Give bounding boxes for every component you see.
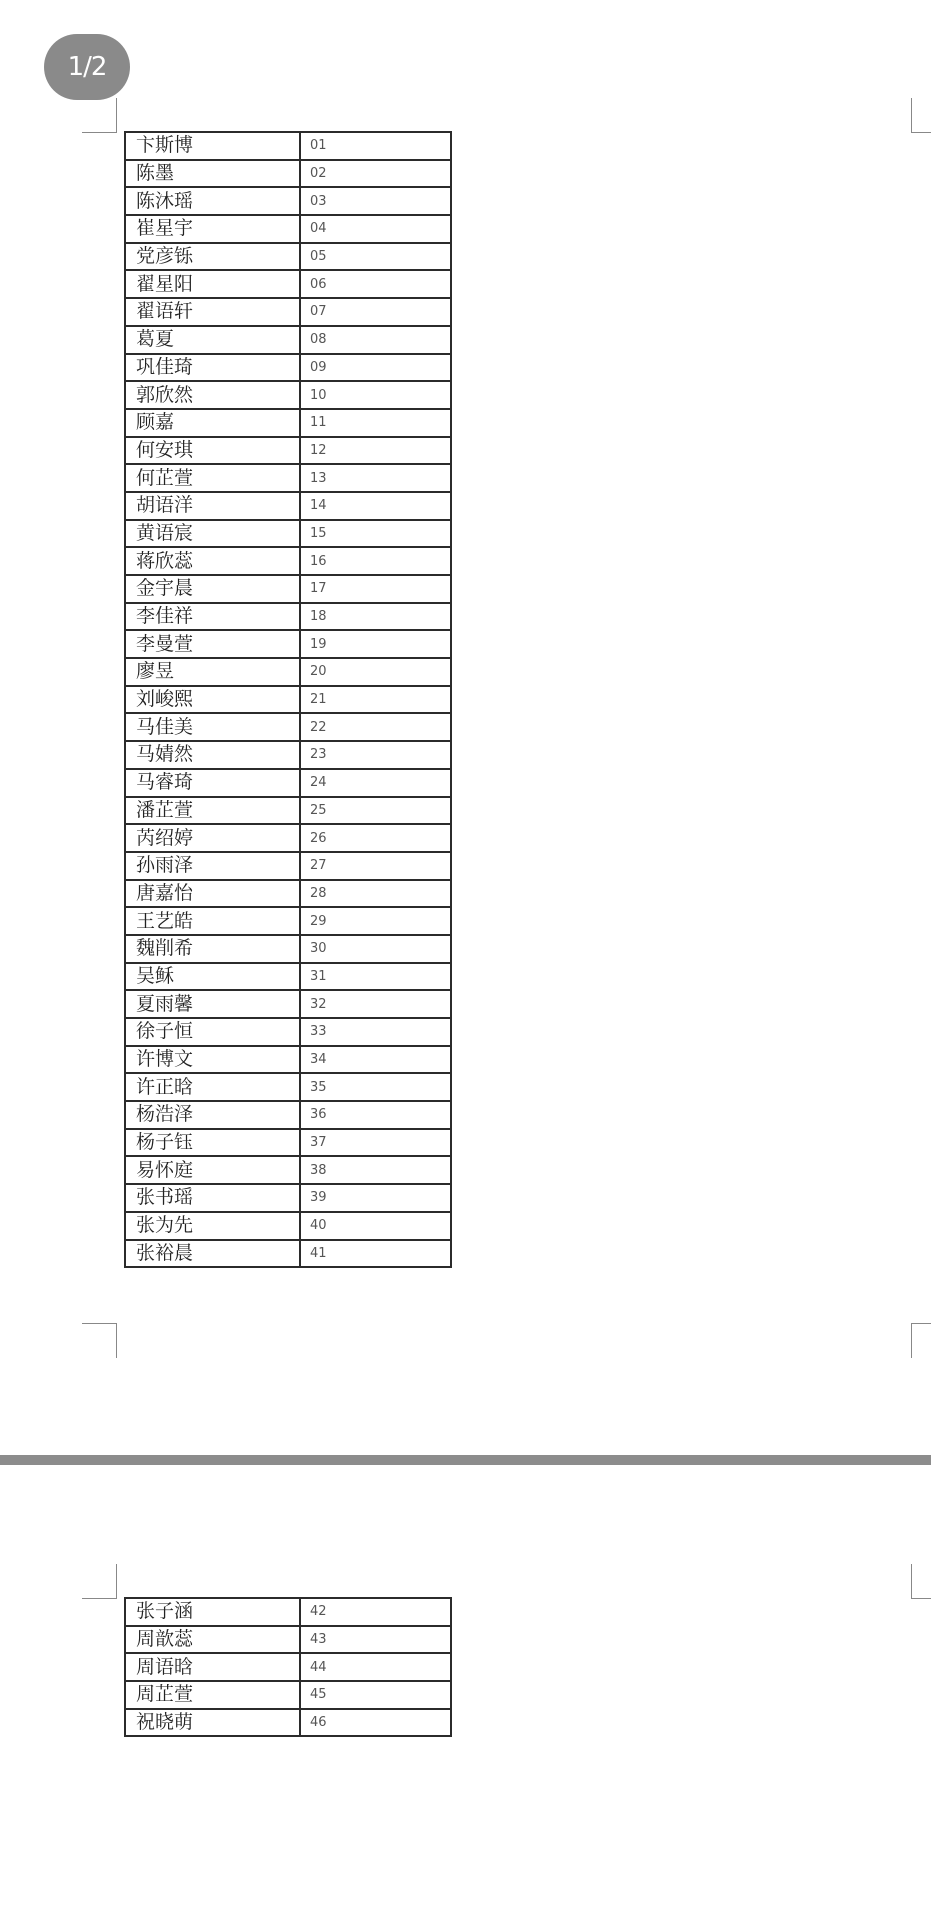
student-name-cell: 李曼萱	[125, 630, 300, 658]
student-name-cell: 张书瑶	[125, 1184, 300, 1212]
table-row	[125, 1156, 451, 1184]
student-name-cell: 顾嘉	[125, 409, 300, 437]
student-name-cell: 郭欣然	[125, 381, 300, 409]
student-name-cell: 夏雨馨	[125, 990, 300, 1018]
student-name-cell: 翟语轩	[125, 298, 300, 326]
table-row	[125, 852, 451, 880]
student-name-cell: 陈沐瑶	[125, 187, 300, 215]
student-name-cell: 翟星阳	[125, 270, 300, 298]
table-row	[125, 437, 451, 465]
student-number-cell: 17	[300, 575, 451, 603]
student-name-cell: 魏削希	[125, 935, 300, 963]
student-name-cell: 张子涵	[125, 1598, 300, 1626]
student-name-cell: 崔星宇	[125, 215, 300, 243]
student-number-cell: 02	[300, 160, 451, 188]
student-number-cell: 12	[300, 437, 451, 465]
student-number-cell: 11	[300, 409, 451, 437]
student-number-cell: 03	[300, 187, 451, 215]
table-row	[125, 270, 451, 298]
roster-table-body	[125, 1598, 451, 1736]
table-row	[125, 1709, 451, 1737]
student-number-cell: 37	[300, 1129, 451, 1157]
margin-corner-top-left	[82, 1564, 117, 1599]
student-name-cell: 吴稣	[125, 963, 300, 991]
table-row	[125, 354, 451, 382]
student-number-cell: 27	[300, 852, 451, 880]
student-number-cell: 08	[300, 326, 451, 354]
student-name-cell: 党彦铄	[125, 243, 300, 271]
student-name-cell: 易怀庭	[125, 1156, 300, 1184]
table-row	[125, 1073, 451, 1101]
student-name-cell: 徐子恒	[125, 1018, 300, 1046]
student-number-cell: 23	[300, 741, 451, 769]
student-name-cell: 张为先	[125, 1212, 300, 1240]
student-name-cell: 芮绍婷	[125, 824, 300, 852]
table-row	[125, 1653, 451, 1681]
table-row	[125, 326, 451, 354]
student-number-cell: 28	[300, 880, 451, 908]
student-number-cell: 39	[300, 1184, 451, 1212]
table-row	[125, 492, 451, 520]
student-number-cell: 05	[300, 243, 451, 271]
student-number-cell: 30	[300, 935, 451, 963]
student-name-cell: 廖昱	[125, 658, 300, 686]
student-number-cell: 16	[300, 547, 451, 575]
table-row	[125, 713, 451, 741]
student-name-cell: 孙雨泽	[125, 852, 300, 880]
table-row	[125, 824, 451, 852]
student-number-cell: 33	[300, 1018, 451, 1046]
margin-corner-top-right	[911, 1564, 931, 1599]
student-name-cell: 杨浩泽	[125, 1101, 300, 1129]
margin-corner-top-left	[82, 98, 117, 133]
table-row	[125, 741, 451, 769]
student-name-cell: 杨子钰	[125, 1129, 300, 1157]
margin-corner-top-right	[911, 98, 931, 133]
student-number-cell: 06	[300, 270, 451, 298]
student-number-cell: 41	[300, 1240, 451, 1268]
table-row	[125, 1184, 451, 1212]
student-number-cell: 19	[300, 630, 451, 658]
table-row	[125, 520, 451, 548]
table-row	[125, 880, 451, 908]
table-row	[125, 1240, 451, 1268]
table-row	[125, 935, 451, 963]
table-row	[125, 797, 451, 825]
table-row	[125, 160, 451, 188]
student-number-cell: 14	[300, 492, 451, 520]
student-number-cell: 21	[300, 686, 451, 714]
table-row	[125, 1598, 451, 1626]
student-number-cell: 29	[300, 907, 451, 935]
student-name-cell: 周语晗	[125, 1653, 300, 1681]
student-number-cell: 38	[300, 1156, 451, 1184]
student-name-cell: 周歆蕊	[125, 1626, 300, 1654]
student-number-cell: 15	[300, 520, 451, 548]
student-number-cell: 10	[300, 381, 451, 409]
student-number-cell: 40	[300, 1212, 451, 1240]
student-name-cell: 马婧然	[125, 741, 300, 769]
student-name-cell: 马睿琦	[125, 769, 300, 797]
table-row	[125, 547, 451, 575]
student-number-cell: 13	[300, 464, 451, 492]
student-name-cell: 刘峻熙	[125, 686, 300, 714]
student-number-cell: 32	[300, 990, 451, 1018]
table-row	[125, 1018, 451, 1046]
student-number-cell: 09	[300, 354, 451, 382]
student-number-cell: 31	[300, 963, 451, 991]
student-number-cell: 42	[300, 1598, 451, 1626]
student-name-cell: 蒋欣蕊	[125, 547, 300, 575]
table-row	[125, 1046, 451, 1074]
student-number-cell: 34	[300, 1046, 451, 1074]
student-name-cell: 马佳美	[125, 713, 300, 741]
roster-table-page-2	[124, 1597, 452, 1737]
page-separator	[0, 1455, 931, 1465]
student-name-cell: 黄语宸	[125, 520, 300, 548]
table-row	[125, 630, 451, 658]
margin-corner-bottom-left	[82, 1323, 117, 1358]
table-row	[125, 1101, 451, 1129]
table-row	[125, 963, 451, 991]
student-number-cell: 25	[300, 797, 451, 825]
student-number-cell: 43	[300, 1626, 451, 1654]
student-name-cell: 何芷萱	[125, 464, 300, 492]
table-row	[125, 243, 451, 271]
student-number-cell: 44	[300, 1653, 451, 1681]
table-row	[125, 1129, 451, 1157]
student-number-cell: 04	[300, 215, 451, 243]
student-name-cell: 巩佳琦	[125, 354, 300, 382]
table-row	[125, 1681, 451, 1709]
student-name-cell: 潘芷萱	[125, 797, 300, 825]
student-number-cell: 01	[300, 132, 451, 160]
roster-table-body	[125, 132, 451, 1267]
student-number-cell: 07	[300, 298, 451, 326]
student-name-cell: 王艺皓	[125, 907, 300, 935]
margin-corner-bottom-right	[911, 1323, 931, 1358]
table-row	[125, 215, 451, 243]
student-name-cell: 许正晗	[125, 1073, 300, 1101]
table-row	[125, 603, 451, 631]
student-name-cell: 许博文	[125, 1046, 300, 1074]
table-row	[125, 409, 451, 437]
page-indicator: 1/2	[44, 34, 130, 100]
student-number-cell: 20	[300, 658, 451, 686]
student-number-cell: 26	[300, 824, 451, 852]
student-name-cell: 金宇晨	[125, 575, 300, 603]
table-row	[125, 769, 451, 797]
roster-table-page-1	[124, 131, 452, 1268]
student-number-cell: 45	[300, 1681, 451, 1709]
student-name-cell: 胡语洋	[125, 492, 300, 520]
table-row	[125, 187, 451, 215]
table-row	[125, 658, 451, 686]
table-row	[125, 907, 451, 935]
student-number-cell: 35	[300, 1073, 451, 1101]
table-row	[125, 1212, 451, 1240]
student-number-cell: 46	[300, 1709, 451, 1737]
student-name-cell: 卞斯博	[125, 132, 300, 160]
table-row	[125, 575, 451, 603]
student-number-cell: 18	[300, 603, 451, 631]
student-name-cell: 唐嘉怡	[125, 880, 300, 908]
table-row	[125, 298, 451, 326]
table-row	[125, 464, 451, 492]
student-name-cell: 周芷萱	[125, 1681, 300, 1709]
student-number-cell: 24	[300, 769, 451, 797]
student-name-cell: 李佳祥	[125, 603, 300, 631]
table-row	[125, 381, 451, 409]
table-row	[125, 990, 451, 1018]
student-name-cell: 张裕晨	[125, 1240, 300, 1268]
student-number-cell: 22	[300, 713, 451, 741]
student-name-cell: 祝晓萌	[125, 1709, 300, 1737]
table-row	[125, 686, 451, 714]
student-number-cell: 36	[300, 1101, 451, 1129]
table-row	[125, 1626, 451, 1654]
student-name-cell: 何安琪	[125, 437, 300, 465]
table-row	[125, 132, 451, 160]
student-name-cell: 葛夏	[125, 326, 300, 354]
student-name-cell: 陈墨	[125, 160, 300, 188]
